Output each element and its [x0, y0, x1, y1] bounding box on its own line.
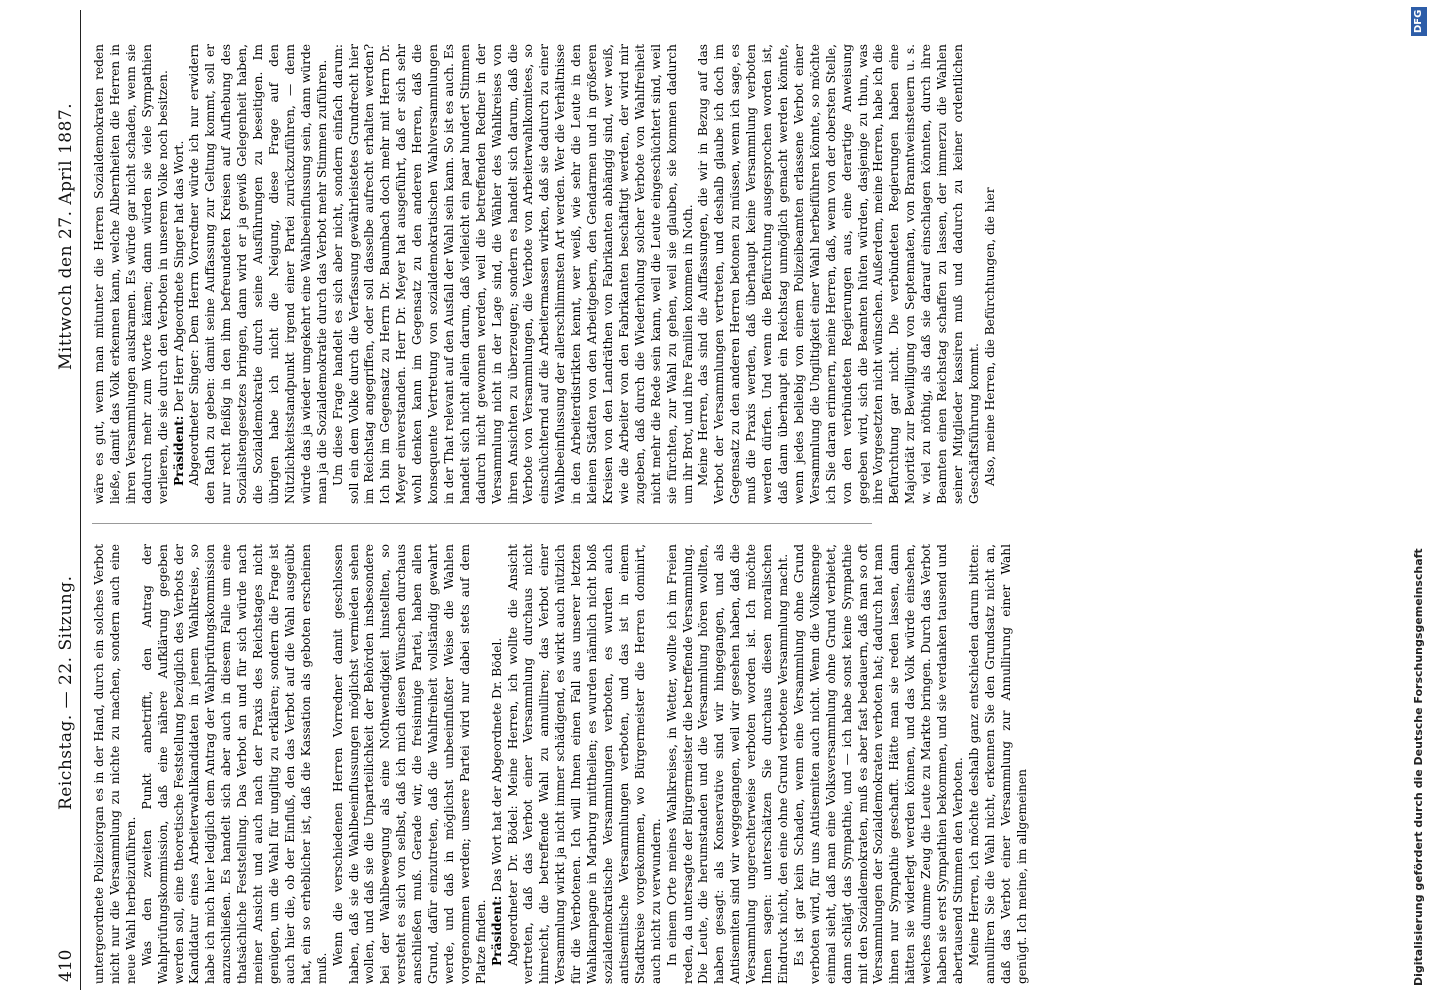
page-number: 410: [56, 949, 76, 982]
speaker-label: Präsident:: [489, 895, 504, 966]
speaker-paragraph: [172, 44, 188, 504]
body-paragraph: Es ist gar kein Schaden, wenn eine Versammlung ohne Grund verboten wird, für uns Antisemiten auch nicht. Wenn die Volksmenge einmal sieht, daß man eine Volksversammlung ohne Grund verbietet, dann schlägt das Sympathie, und — ich habe sonst keine Sympathie mit den Sozialdemokraten, muß es aber fast bedauern, daß man so oft Versammlungen der Sozialdemokraten verboten hat; dadurch hat man ihnen nur Sympathie geschafft. Hätte man sie reden lassen, dann hätten sie widerlegt werden können, und das Volk würde einsehen, welches dumme Zeug die Leute zu Markte bringen. Durch das Verbot haben sie erst Sympathien bekommen, und sie verdanken tausend und abertausend Stimmen den Verboten.: [791, 544, 965, 984]
body-paragraph: Meine Herren, ich möchte deshalb ganz entschieden darum bitten: annulliren Sie die Wahl nicht, erkennen Sie den Grundsatz nicht an, daß das Verbot einer Versammlung zur Annullirung einer Wahl genügt. Ich meine, im allgemeinen: [966, 544, 1029, 984]
running-head: [52, 10, 81, 990]
body-paragraph: Meine Herren, das sind die Auffassungen, die wir in Bezug auf das Verbot der Versammlungen vertreten, und deshalb glaube ich doch im Gegensatz zu den anderen Herren betonen zu müssen, wenn ich sage, es muß die Praxis werden, daß überhaupt keine Versammlung verboten werden dürfen. Und wenn die Befürchtung ausgesprochen worden ist, daß dann überhaupt ein Reichstag unmöglich gemacht werden könnte, wenn jedes beliebig von einem Polizeibeamten erlassene Verbot einer Versammlung die Ungiltigkeit einer Wahl herbeiführen könnte, so möchte ich Sie daran erinnern, meine Herren, daß, wenn von der obersten Stelle, von den verbündeten Regierungen aus, eine derartige Anweisung gegeben wird, sich die Beamten hüten würden, dasjenige zu thun, was ihre Vorgesetzten nicht wünschen. Außerdem, meine Herren, habe ich die Befürchtung gar nicht. Die verbündeten Regierungen haben eine Majorität zur Bewilligung von Septennaten, von Branntweinsteuern u. s. w. viel zu nöthig, als daß sie darauf einschlagen könnten, durch ihre Beamten einen Reichstag schaffen zu lassen, der immerzu die Wahlen seiner Mitglieder kassiren muß und dadurch zu keiner ordentlichen Geschäftsführung kommt.: [696, 44, 981, 504]
column-divider: [92, 523, 872, 524]
dfg-funding-strip: [1408, 0, 1430, 1000]
speaker-label: Präsident:: [171, 415, 186, 486]
dfg-funding-label: Digitalisierung gefördert durch die Deutsche Forschungsgemeinschaft: [1412, 548, 1425, 986]
body-paragraph: Wenn die verschiedenen Herren Vorredner damit geschlossen haben, daß sie die Wahlbeeinflussungen möglichst vermieden sehen wollen, und daß sie die Unparteilichkeit der Behörden insbesondere bei der Wahlbewegung als eine Nothwendigkeit hinstellten, so versteht es sich von selbst, daß ich mich diesen Wünschen durchaus anschließen muß. Gerade wir, die freisinnige Partei, haben allen Grund, dafür einzutreten, daß die Wahlfreiheit vollständig gewahrt werde, und daß in möglichst unbeeinflußter Weise die Wahlen vorgenommen werden; unsere Partei wird nur dabei stets auf dem Platze finden.: [330, 544, 488, 984]
body-paragraph: Abgeordneter Dr. Bödel: Meine Herren, ich wollte die Ansicht vertreten, daß das Verbot einer Versammlung durchaus nicht hinreicht, die betreffende Wahl zu annulliren; das Verbot einer Versammlung wirkt ja nicht immer schädigend, es wirkt auch nützlich für die Verbotenen. Ich will Ihnen einen Fall aus unserer letzten Wahlkampagne in Marburg mittheilen; es wurden nämlich nicht bloß sozialdemokratische Versammlungen verboten, es wurden auch antisemitische Versammlungen verboten, und das ist in einem Stadtkreise vorgekommen, wo Bürgermeister die Herren dominirt, auch nicht zu verwundern.: [505, 544, 663, 984]
session-date: Mittwoch den 27. April 1887.: [56, 102, 76, 370]
session-title: Reichstag. — 22. Sitzung.: [56, 575, 76, 810]
body-paragraph: Um diese Frage handelt es sich aber nicht, sondern einfach darum: soll ein dem Volke durch die Verfassung gewährleistetes Grundrecht hier im Reichstag angegriffen, oder soll dasselbe aufrecht erhalten werden? Ich bin im Gegensatz zu Herrn Dr. Baumbach doch mehr mit Herrn Dr. Meyer einverstanden. Herr Dr. Meyer hat ausgeführt, daß er sich sehr wohl denken kann im Gegensatz zu den anderen Herren, daß die konsequente Vertretung von sozialdemokratischen Wahlversammlungen in der That relevant auf den Ausfall der Wahl sein kann. So ist es auch. Es handelt sich nicht allein darum, daß vielleicht ein paar hundert Stimmen dadurch nicht gewonnen werden, weil die betreffenden Redner in der Versammlung nicht in der Lage sind, die Wähler des Wahlkreises von ihren Ansichten zu überzeugen; sondern es handelt sich darum, daß die Verbote von Versammlungen, die Verbote von Arbeiterwahlkomitees, so einschüchternd auf die Arbeitermassen wirken, daß sie dadurch zu einer Wahlbeeinflussung der allerschlimmsten Art werden. Wer die Verhältnisse in den Arbeiterdistrikten kennt, wer weiß, wie sehr die Leute in den kleinen Städten von den Arbeitgebern, den Gendarmen und in größeren Kreisen von den Landräthen von Fabrikanten abhängig sind, wer weiß, wie die Arbeiter von den Fabrikanten beschäftigt werden, der wird mir zugeben, daß durch die Wiederholung solcher Verbote von Wahlfreiheit nicht mehr die Rede sein kann, weil die Leute eingeschüchtert sind, weil sie fürchten, zur Wahl zu gehen, weil sie glauben, sie kommen dadurch um ihr Brot, und ihre Familien kommen in Noth.: [330, 44, 695, 504]
right-text-column: [92, 44, 997, 504]
body-paragraph: In einem Orte meines Wahlkreises, in Wetter, wollte ich im Freien reden, da untersagte der Bürgermeister die betreffende Versammlung. Die Leute, die herumstanden und die Versammlung hören wollten, haben gesagt: als Konservative sind wir hingegangen, und als Antisemiten sind wir weggegangen, weil wir gesehen haben, daß die Versammlung ungerechterweise verboten worden ist. Ich möchte Ihnen sagen: unterschätzen Sie durchaus diesen moralischen Eindruck nicht, den eine ohne Grund verbotene Versammlung macht.: [664, 544, 790, 984]
speaker-paragraph: [490, 544, 506, 984]
speaker-text: Das Wort hat der Abgeordnete Dr. Bödel.: [489, 637, 504, 892]
speaker-text: Der Herr Abgeordnete Singer hat das Wort.: [171, 140, 186, 412]
left-text-column: [92, 544, 1029, 984]
body-paragraph: Was den zweiten Punkt anbetrifft, den Antrag der Wahlprüfungskommission, daß eine nähere Aufklärung gegeben werden soll, eine theoretische Feststellung bezüglich des Verbots der Kandidatur eines Arbeiterwahlkandidaten in jenem Wahlkreise, so habe ich mich hier lediglich dem Antrag der Wahlprüfungskommission anzuschließen. Es handelt sich aber auch in diesem Falle um eine thatsächliche Feststellung. Das Verbot an und für sich würde nach meiner Ansicht und auch nach der Praxis des Reichstages nicht genügen, um die Wahl für ungiltig zu erklären; sondern die Frage ist auch hier die, ob der Einfluß, den das Verbot auf die Wahl ausgeübt hat, ein so erheblicher ist, daß die Kassation als geboten erscheinen muß.: [139, 544, 329, 984]
body-paragraph: wäre es gut, wenn man mitunter die Herren Sozialdemokraten reden ließe, damit das Volk erkennen kann, welche Albernheiten die Herren in ihren Versammlungen auskramen. Es würde gar nicht schaden, wenn sie dadurch mehr zum Worte kämen; dann würden sie viele Sympathien verlieren, die sie durch den Verboten in unserem Volke noch besitzen.: [92, 44, 170, 504]
body-paragraph: Abgeordneter Singer: Dem Herrn Vorredner würde ich nur erwidern den Rath zu geben: damit seine Auffassung zur Geltung kommt, soll er nur recht fleißig in den ihm befreundeten Kreisen auf Aufhebung des Sozialistengesetzes bringen, dann wird er ja gewiß Gelegenheit haben, die Sozialdemokratie durch seine Ausführungen zu beseitigen. Im übrigen habe ich nicht die Neigung, diese Frage auf den Nützlichkeitsstandpunkt irgend einer Partei zurückzuführen, — denn würde das ja wieder umgekehrt eine Wahlbeeinflussung sein, dann würde man ja die Sozialdemokratie durch das Verbot mehr Stimmen zuführen.: [187, 44, 329, 504]
body-paragraph: Also, meine Herren, die Befürchtungen, die hier: [982, 187, 997, 486]
body-paragraph: untergeordnete Polizeiorgan es in der Hand, durch ein solches Verbot nicht nur die Versammlung zu nichte zu machen, sondern auch eine neue Wahl herbeizuführen.: [92, 544, 138, 984]
dfg-logo: DFG: [1411, 7, 1427, 36]
